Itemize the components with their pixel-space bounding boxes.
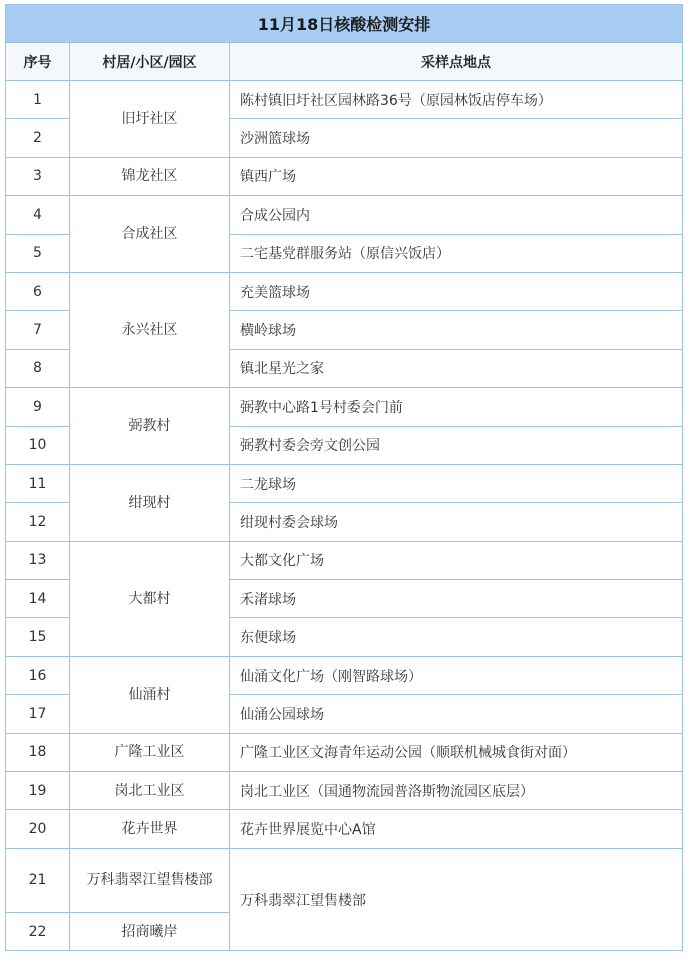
row-number: 6: [6, 272, 70, 310]
table-row: [6, 810, 683, 848]
row-number: 9: [6, 388, 70, 426]
header-site: 采样点地点: [230, 43, 683, 81]
row-number: 3: [6, 157, 70, 195]
header-village: 村居/小区/园区: [70, 43, 230, 81]
row-number: 15: [6, 618, 70, 656]
sampling-site: 广隆工业区文海青年运动公园（顺联机械城食街对面）: [230, 733, 683, 771]
sampling-site: 弼教中心路1号村委会门前: [230, 388, 683, 426]
sampling-site: 二宅基党群服务站（原信兴饭店）: [230, 234, 683, 272]
sampling-site: 镇北星光之家: [230, 349, 683, 387]
village-name: 弼教村: [70, 388, 230, 465]
sampling-site: 禾渚球场: [230, 580, 683, 618]
row-number: 12: [6, 503, 70, 541]
row-number: 8: [6, 349, 70, 387]
row-number: 16: [6, 656, 70, 694]
row-number: 1: [6, 81, 70, 119]
table-row: [6, 157, 683, 195]
sampling-site: 陈村镇旧圩社区园林路36号（原园林饭店停车场）: [230, 81, 683, 119]
village-name: 合成社区: [70, 196, 230, 273]
sampling-site: 镇西广场: [230, 157, 683, 195]
village-name: 岗北工业区: [70, 772, 230, 810]
schedule-table-container: [5, 4, 682, 951]
table-row: [6, 656, 683, 694]
sampling-site: 花卉世界展览中心A馆: [230, 810, 683, 848]
village-name: 广隆工业区: [70, 733, 230, 771]
table-row: [6, 733, 683, 771]
table-row: [6, 848, 683, 912]
row-number: 10: [6, 426, 70, 464]
table-row: [6, 464, 683, 502]
row-number: 20: [6, 810, 70, 848]
table-row: [6, 196, 683, 234]
table-row: [6, 272, 683, 310]
village-name: 招商曦岸: [70, 912, 230, 950]
row-number: 2: [6, 119, 70, 157]
table-title: 11月18日核酸检测安排: [6, 5, 683, 43]
table-row: [6, 81, 683, 119]
sampling-site: 弼教村委会旁文创公园: [230, 426, 683, 464]
village-name: 永兴社区: [70, 272, 230, 387]
row-number: 22: [6, 912, 70, 950]
row-number: 17: [6, 695, 70, 733]
table-row: [6, 388, 683, 426]
sampling-site: 万科翡翠江望售楼部: [230, 848, 683, 950]
village-name: 锦龙社区: [70, 157, 230, 195]
row-number: 7: [6, 311, 70, 349]
row-number: 5: [6, 234, 70, 272]
table-row: [6, 541, 683, 579]
sampling-site: 合成公园内: [230, 196, 683, 234]
sampling-site: 东便球场: [230, 618, 683, 656]
row-number: 19: [6, 772, 70, 810]
sampling-site: 岗北工业区（国通物流园普洛斯物流园区底层）: [230, 772, 683, 810]
table-row: [6, 772, 683, 810]
row-number: 18: [6, 733, 70, 771]
village-name: 绀现村: [70, 464, 230, 541]
sampling-site: 仙涌文化广场（刚智路球场）: [230, 656, 683, 694]
village-name: 花卉世界: [70, 810, 230, 848]
sampling-site: 大都文化广场: [230, 541, 683, 579]
sampling-site: 绀现村委会球场: [230, 503, 683, 541]
village-name: 万科翡翠江望售楼部: [70, 848, 230, 912]
row-number: 4: [6, 196, 70, 234]
sampling-site: 横岭球场: [230, 311, 683, 349]
sampling-site: 仙涌公园球场: [230, 695, 683, 733]
row-number: 11: [6, 464, 70, 502]
row-number: 14: [6, 580, 70, 618]
village-name: 旧圩社区: [70, 81, 230, 158]
schedule-table: [5, 4, 683, 951]
table-body: [6, 81, 683, 951]
row-number: 21: [6, 848, 70, 912]
sampling-site: 二龙球场: [230, 464, 683, 502]
sampling-site: 沙洲篮球场: [230, 119, 683, 157]
header-no: 序号: [6, 43, 70, 81]
sampling-site: 充美篮球场: [230, 272, 683, 310]
village-name: 仙涌村: [70, 656, 230, 733]
row-number: 13: [6, 541, 70, 579]
village-name: 大都村: [70, 541, 230, 656]
